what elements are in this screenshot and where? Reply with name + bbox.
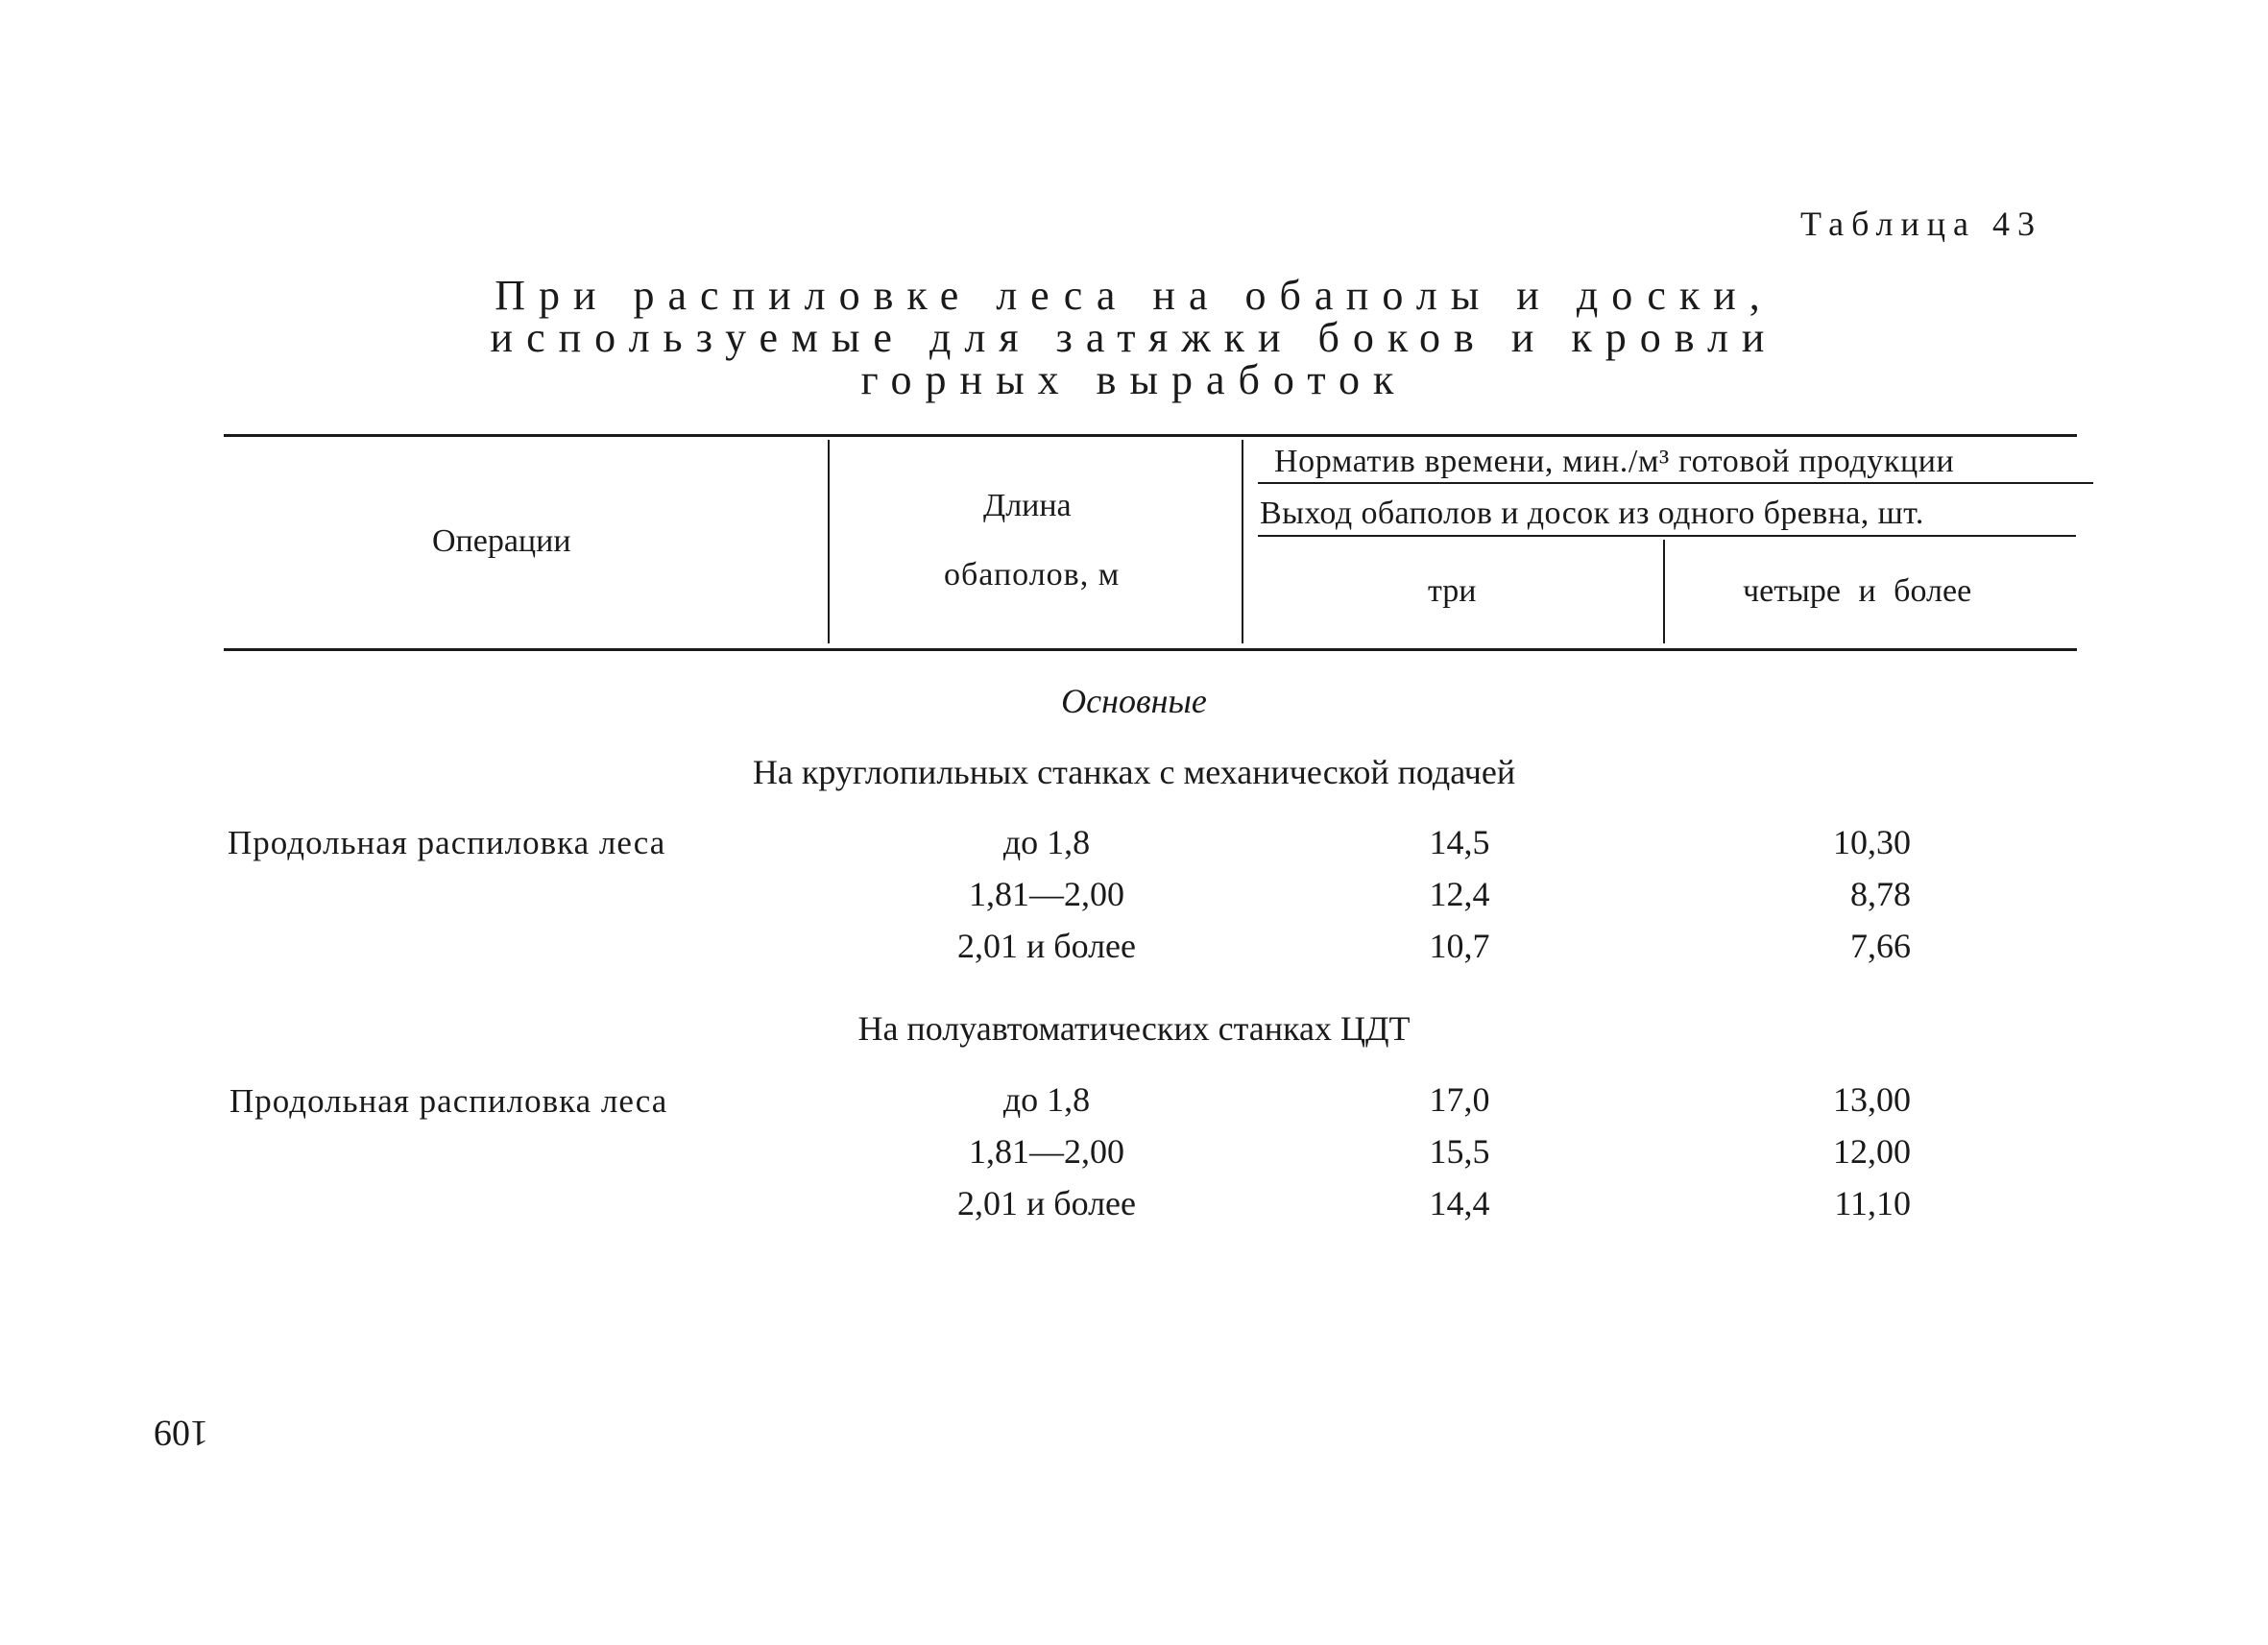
norm-underline <box>1258 482 2093 484</box>
length-cell: 2,01 и более <box>956 1184 1137 1222</box>
value-four-more-cell: 12,00 <box>1833 1132 1911 1171</box>
value-three-cell: 12,4 <box>1429 875 1490 913</box>
col-four-more-header: четыре и более <box>1743 573 1972 609</box>
header-bottom-rule <box>224 648 2077 651</box>
value-three-cell: 15,5 <box>1429 1132 1490 1171</box>
title-line-1: При распиловке леса на обаполы и доски, <box>495 272 1773 319</box>
title-line-2: используемые для затяжки боков и кровли <box>490 314 1778 361</box>
section-subheading: На полуавтоматических станках ЦДТ <box>857 1009 1411 1048</box>
col-operations-header: Операции <box>432 523 571 559</box>
value-four-more-cell: 8,78 <box>1850 875 1911 913</box>
main-heading: Основные <box>1061 682 1207 720</box>
yield-header: Выход обаполов и досок из одного бревна, шт. <box>1260 496 1924 531</box>
operation-label: Продольная распиловка леса <box>228 824 666 861</box>
value-three-cell: 14,4 <box>1429 1184 1490 1222</box>
value-three-cell: 10,7 <box>1429 927 1490 965</box>
col-three-header: три <box>1428 573 1477 609</box>
page-number: 109 <box>154 1413 208 1453</box>
header-divider-2 <box>1242 440 1243 643</box>
col-length-header-line2: обаполов, м <box>944 557 1121 593</box>
value-four-more-cell: 11,10 <box>1834 1184 1911 1222</box>
length-cell: до 1,8 <box>1002 1080 1091 1119</box>
header-divider-3 <box>1663 540 1665 643</box>
yield-underline <box>1258 535 2076 537</box>
title-line-3: горных выработок <box>860 356 1408 403</box>
col-length-header-line1: Длина <box>983 488 1072 523</box>
operation-label: Продольная распиловка леса <box>229 1082 668 1120</box>
value-four-more-cell: 13,00 <box>1833 1080 1911 1119</box>
value-three-cell: 17,0 <box>1429 1080 1490 1119</box>
norm-time-header: Норматив времени, мин./м³ готовой продукции <box>1274 444 1955 479</box>
length-cell: до 1,8 <box>1002 823 1091 861</box>
value-three-cell: 14,5 <box>1429 823 1490 861</box>
value-four-more-cell: 7,66 <box>1850 927 1911 965</box>
header-divider-1 <box>828 440 830 643</box>
section-subheading: На круглопильных станках с механической подачей <box>752 753 1516 791</box>
length-cell: 1,81—2,00 <box>969 1132 1124 1171</box>
table-number-label: Таблица 43 <box>1800 205 2042 243</box>
length-cell: 2,01 и более <box>956 927 1137 965</box>
length-cell: 1,81—2,00 <box>969 875 1124 913</box>
value-four-more-cell: 10,30 <box>1833 823 1911 861</box>
header-top-rule <box>224 434 2077 437</box>
